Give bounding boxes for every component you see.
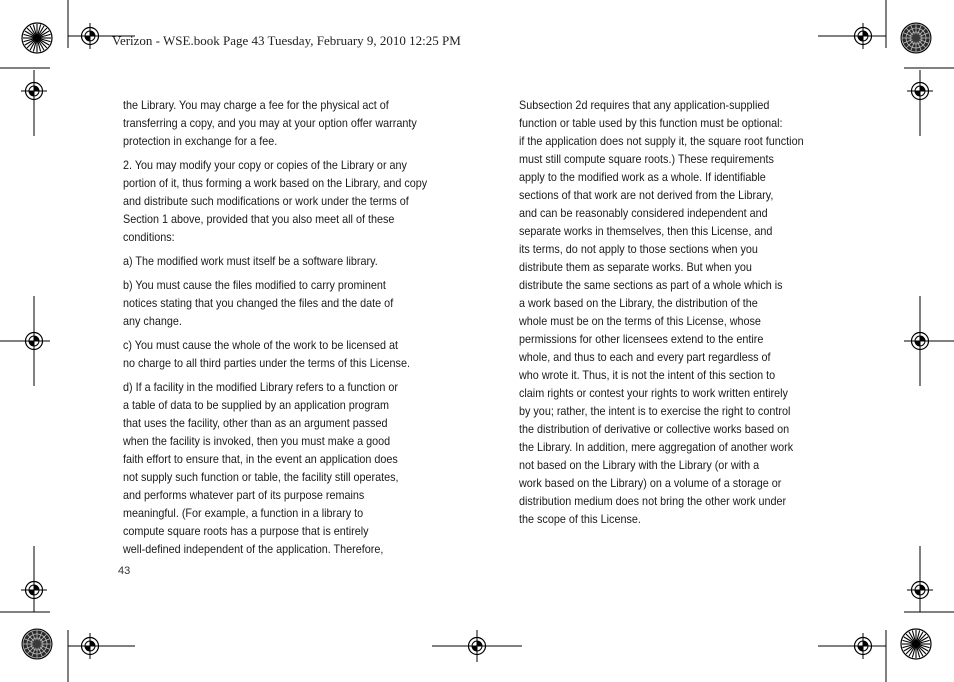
- right-column: [519, 96, 843, 534]
- text-line: permissions for other licensees extend to the entire: [519, 332, 764, 346]
- running-header: Verizon - WSE.book Page 43 Tuesday, February 9, 2010 12:25 PM: [112, 33, 461, 48]
- paragraph-section-2: [123, 156, 463, 246]
- text-line: portion of it, thus forming a work based on the Library, and copy: [123, 176, 428, 190]
- text-line: claim rights or contest your rights to work written entirely: [519, 386, 788, 400]
- text-line: whole, and thus to each and every part regardless of: [519, 350, 771, 364]
- text-line: a work based on the Library, the distribution of the: [519, 296, 758, 310]
- condition-a: [123, 252, 463, 270]
- text-line: meaningful. (For example, a function in a library to: [123, 506, 364, 520]
- text-line: separate works in themselves, then this License, and: [519, 224, 773, 238]
- text-line: the Library. In addition, mere aggregation of another work: [519, 440, 794, 454]
- page-number: 43: [118, 565, 131, 577]
- text-line: a table of data to be supplied by an application program: [123, 398, 389, 412]
- text-line: distribute them as separate works. But when you: [519, 260, 752, 274]
- text-line: if the application does not supply it, the square root function: [519, 134, 804, 148]
- text-line: a) The modified work must itself be a software library.: [123, 254, 378, 268]
- left-column: [123, 96, 463, 564]
- text-line: conditions:: [123, 230, 175, 244]
- text-line: any change.: [123, 314, 182, 328]
- text-line: the Library. You may charge a fee for the physical act of: [123, 98, 389, 112]
- text-line: c) You must cause the whole of the work to be licensed at: [123, 338, 398, 352]
- text-line: work based on the Library) on a volume of a storage or: [519, 476, 782, 490]
- text-line: distribution medium does not bring the other work under: [519, 494, 787, 508]
- text-line: and distribute such modifications or work under the terms of: [123, 194, 409, 208]
- text-line: 2. You may modify your copy or copies of the Library or any: [123, 158, 407, 172]
- text-line: distribute the same sections as part of a whole which is: [519, 278, 783, 292]
- text-line: not supply such function or table, the facility still operates,: [123, 470, 399, 484]
- text-line: when the facility is invoked, then you must make a good: [123, 434, 391, 448]
- text-line: apply to the modified work as a whole. If identifiable: [519, 170, 766, 184]
- text-line: not based on the Library with the Library (or with a: [519, 458, 760, 472]
- text-line: transferring a copy, and you may at your option offer warranty: [123, 116, 417, 130]
- text-line: and can be reasonably considered independent and: [519, 206, 768, 220]
- text-line: that uses the facility, other than as an argument passed: [123, 416, 388, 430]
- paragraph-subsection-2d: [519, 96, 843, 528]
- text-line: compute square roots has a purpose that is entirely: [123, 524, 369, 538]
- condition-c: [123, 336, 463, 372]
- text-line: the distribution of derivative or collective works based on: [519, 422, 790, 436]
- text-line: b) You must cause the files modified to carry prominent: [123, 278, 386, 292]
- text-line: function or table used by this function must be optional:: [519, 116, 783, 130]
- text-line: protection in exchange for a fee.: [123, 134, 278, 148]
- text-line: the scope of this License.: [519, 512, 641, 526]
- text-line: Section 1 above, provided that you also meet all of these: [123, 212, 395, 226]
- text-line: and performs whatever part of its purpose remains: [123, 488, 365, 502]
- condition-d: [123, 378, 463, 558]
- text-line: well-defined independent of the application. Therefore,: [123, 542, 384, 556]
- text-line: must still compute square roots.) These requirements: [519, 152, 774, 166]
- paragraph-continuation: [123, 96, 463, 150]
- text-line: Subsection 2d requires that any application-supplied: [519, 98, 770, 112]
- text-line: its terms, do not apply to those sections when you: [519, 242, 758, 256]
- text-line: whole must be on the terms of this License, whose: [519, 314, 761, 328]
- text-line: faith effort to ensure that, in the event an application does: [123, 452, 398, 466]
- text-line: who wrote it. Thus, it is not the intent of this section to: [519, 368, 776, 382]
- text-line: notices stating that you changed the files and the date of: [123, 296, 394, 310]
- text-line: sections of that work are not derived from the Library,: [519, 188, 774, 202]
- condition-b: [123, 276, 463, 330]
- text-line: d) If a facility in the modified Library refers to a function or: [123, 380, 398, 394]
- text-line: no charge to all third parties under the terms of this License.: [123, 356, 410, 370]
- text-line: by you; rather, the intent is to exercise the right to control: [519, 404, 791, 418]
